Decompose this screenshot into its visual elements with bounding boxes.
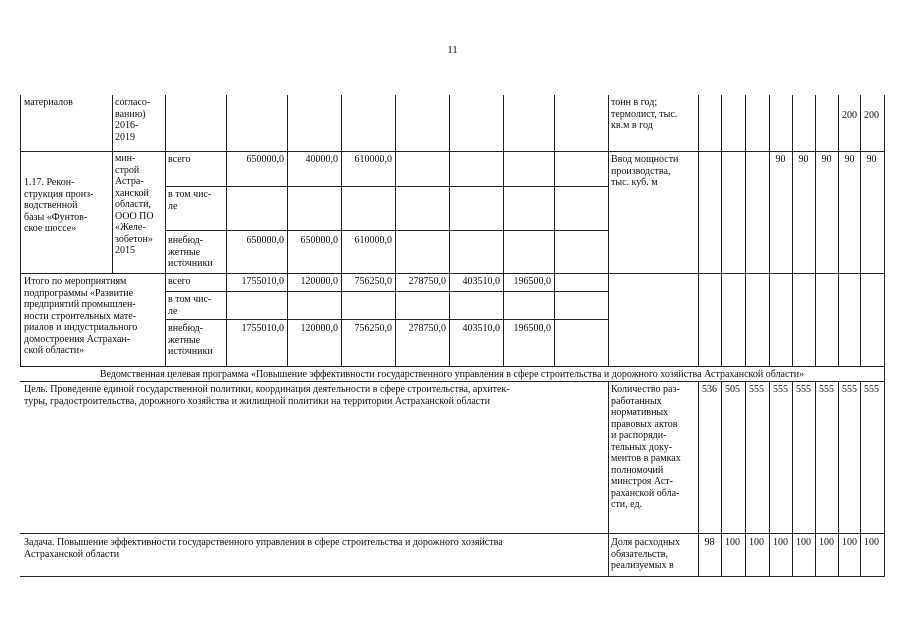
goal-v6: 555 (819, 384, 834, 395)
grid-line-v (769, 381, 770, 577)
grid-line-h (165, 291, 609, 292)
goal-v2: 505 (725, 384, 740, 395)
task-v1: 98 (704, 537, 715, 548)
grid-line-v (792, 381, 793, 577)
task-text: Задача. Повышение эффективности государственного управления в сфере строительства и дорожного хозяйства Астраханской области (24, 537, 503, 560)
grid-line-v (503, 95, 504, 367)
grid-line-v (608, 95, 609, 367)
grid-line-v (395, 95, 396, 367)
materials-approval: согласо- ванию) 2016- 2019 (115, 97, 151, 143)
subtotal-extra-label: внебюд- жетные источники (168, 323, 213, 357)
grid-line-v (838, 381, 839, 577)
goal-v3: 555 (749, 384, 764, 395)
grid-line-v (698, 381, 699, 577)
grid-line-v (449, 95, 450, 367)
grid-line-v (608, 381, 609, 577)
grid-line-h (165, 186, 609, 187)
grid-line-v (341, 95, 342, 367)
grid-line-h (20, 366, 885, 367)
grid-line-v (884, 95, 885, 577)
grid-line-h (165, 230, 609, 231)
item-1-17-indicator: Ввод мощности производства, тыс. куб. м (611, 154, 679, 188)
grid-line-v (815, 95, 816, 367)
page-number: 11 (447, 44, 458, 56)
goal-indicator: Количество раз- работанных нормативных правовых актов и распоряди- тельных доку- ментов в рамках полномочий минстроя Аст- раханской обла- сти, ед. (611, 384, 681, 510)
goal-v7: 555 (842, 384, 857, 395)
item-1-17-ind-v3: 90 (821, 154, 832, 165)
goal-v5: 555 (796, 384, 811, 395)
grid-line-h (20, 273, 885, 274)
grid-line-h (20, 151, 885, 152)
subtotal-total-v6: 196500,0 (513, 276, 551, 287)
grid-line-v (698, 95, 699, 367)
item-1-17-ind-v5: 90 (866, 154, 877, 165)
task-v7: 100 (842, 537, 857, 548)
grid-line-v (287, 95, 288, 367)
task-v3: 100 (749, 537, 764, 548)
subtotal-total-label: всего (168, 276, 191, 287)
item-1-17-name: 1.17. Рекон- струкция произ- водственной базы «Фунтов- ское шоссе» (24, 177, 94, 234)
item-1-17-ind-v1: 90 (775, 154, 786, 165)
grid-line-h (165, 319, 609, 320)
task-indicator: Доля расходных обязательств, реализуемых в (611, 537, 681, 571)
item-1-17-total-v3: 610000,0 (354, 154, 392, 165)
grid-line-v (20, 95, 21, 367)
grid-line-v (769, 95, 770, 367)
subtotal-extra-v4: 278750,0 (408, 323, 446, 334)
item-1-17-extra-v1: 650000,0 (246, 235, 284, 246)
task-v4: 100 (773, 537, 788, 548)
grid-line-h (20, 576, 885, 577)
task-v8: 100 (864, 537, 879, 548)
goal-v8: 555 (864, 384, 879, 395)
grid-line-v (792, 95, 793, 367)
goal-v1: 536 (702, 384, 717, 395)
grid-line-v (112, 95, 113, 274)
grid-line-v (721, 95, 722, 367)
item-1-17-extra-v2: 650000,0 (300, 235, 338, 246)
grid-line-v (745, 95, 746, 367)
materials-indicator: тонн в год; термолист, тыс. кв.м в год (611, 97, 678, 131)
item-1-17-extra-v3: 610000,0 (354, 235, 392, 246)
materials-value-8: 200 (842, 110, 857, 121)
subtotal-incl-label: в том чис- ле (168, 294, 212, 317)
subtotal-extra-v2: 120000,0 (300, 323, 338, 334)
materials-label: материалов (24, 97, 73, 108)
grid-line-v (860, 381, 861, 577)
grid-line-v (815, 381, 816, 577)
grid-line-h (20, 381, 885, 382)
subtotal-extra-v3: 756250,0 (354, 323, 392, 334)
item-1-17-executor: мин- строй Астра- ханской области, ООО ПО «Желе- зобетон» 2015 (115, 153, 154, 256)
subtotal-extra-v5: 403510,0 (462, 323, 500, 334)
grid-line-v (721, 381, 722, 577)
item-1-17-total-v1: 650000,0 (246, 154, 284, 165)
item-1-17-incl-label: в том чис- ле (168, 189, 212, 212)
subtotal-total-v4: 278750,0 (408, 276, 446, 287)
item-1-17-ind-v2: 90 (798, 154, 809, 165)
program-header: Ведомственная целевая программа «Повышение эффективности государственного управления в сфере строительства и дорожного хозяйства Астраханской области» (99, 369, 805, 380)
goal-text: Цель. Проведение единой государственной политики, координация деятельности в сфере строительства, архитек- туры, градостроительства, дорожного хозяйства и жилищной политики на территории Астраханской области (24, 384, 510, 407)
subtotal-total-v5: 403510,0 (462, 276, 500, 287)
subtotal-total-v1: 1755010,0 (241, 276, 284, 287)
item-1-17-ind-v4: 90 (844, 154, 855, 165)
grid-line-v (860, 95, 861, 367)
grid-line-h (20, 533, 885, 534)
subtotal-total-v3: 756250,0 (354, 276, 392, 287)
item-1-17-extra-label: внебюд- жетные источники (168, 235, 213, 269)
task-v6: 100 (819, 537, 834, 548)
subtotal-extra-v1: 1755010,0 (241, 323, 284, 334)
grid-line-v (745, 381, 746, 577)
materials-value-9: 200 (864, 110, 879, 121)
subtotal-name: Итого по мероприятиям подпрограммы «Развитие предприятий промышлен- ности строительных мате- риалов и индустриального домостроения Астрахан- ской области» (24, 276, 138, 356)
goal-v4: 555 (773, 384, 788, 395)
grid-line-v (838, 95, 839, 367)
grid-line-v (165, 95, 166, 367)
item-1-17-total-label: всего (168, 154, 191, 165)
subtotal-total-v2: 120000,0 (300, 276, 338, 287)
grid-line-v (554, 95, 555, 367)
task-v5: 100 (796, 537, 811, 548)
grid-line-v (226, 95, 227, 367)
task-v2: 100 (725, 537, 740, 548)
item-1-17-total-v2: 40000,0 (305, 154, 338, 165)
subtotal-extra-v6: 196500,0 (513, 323, 551, 334)
